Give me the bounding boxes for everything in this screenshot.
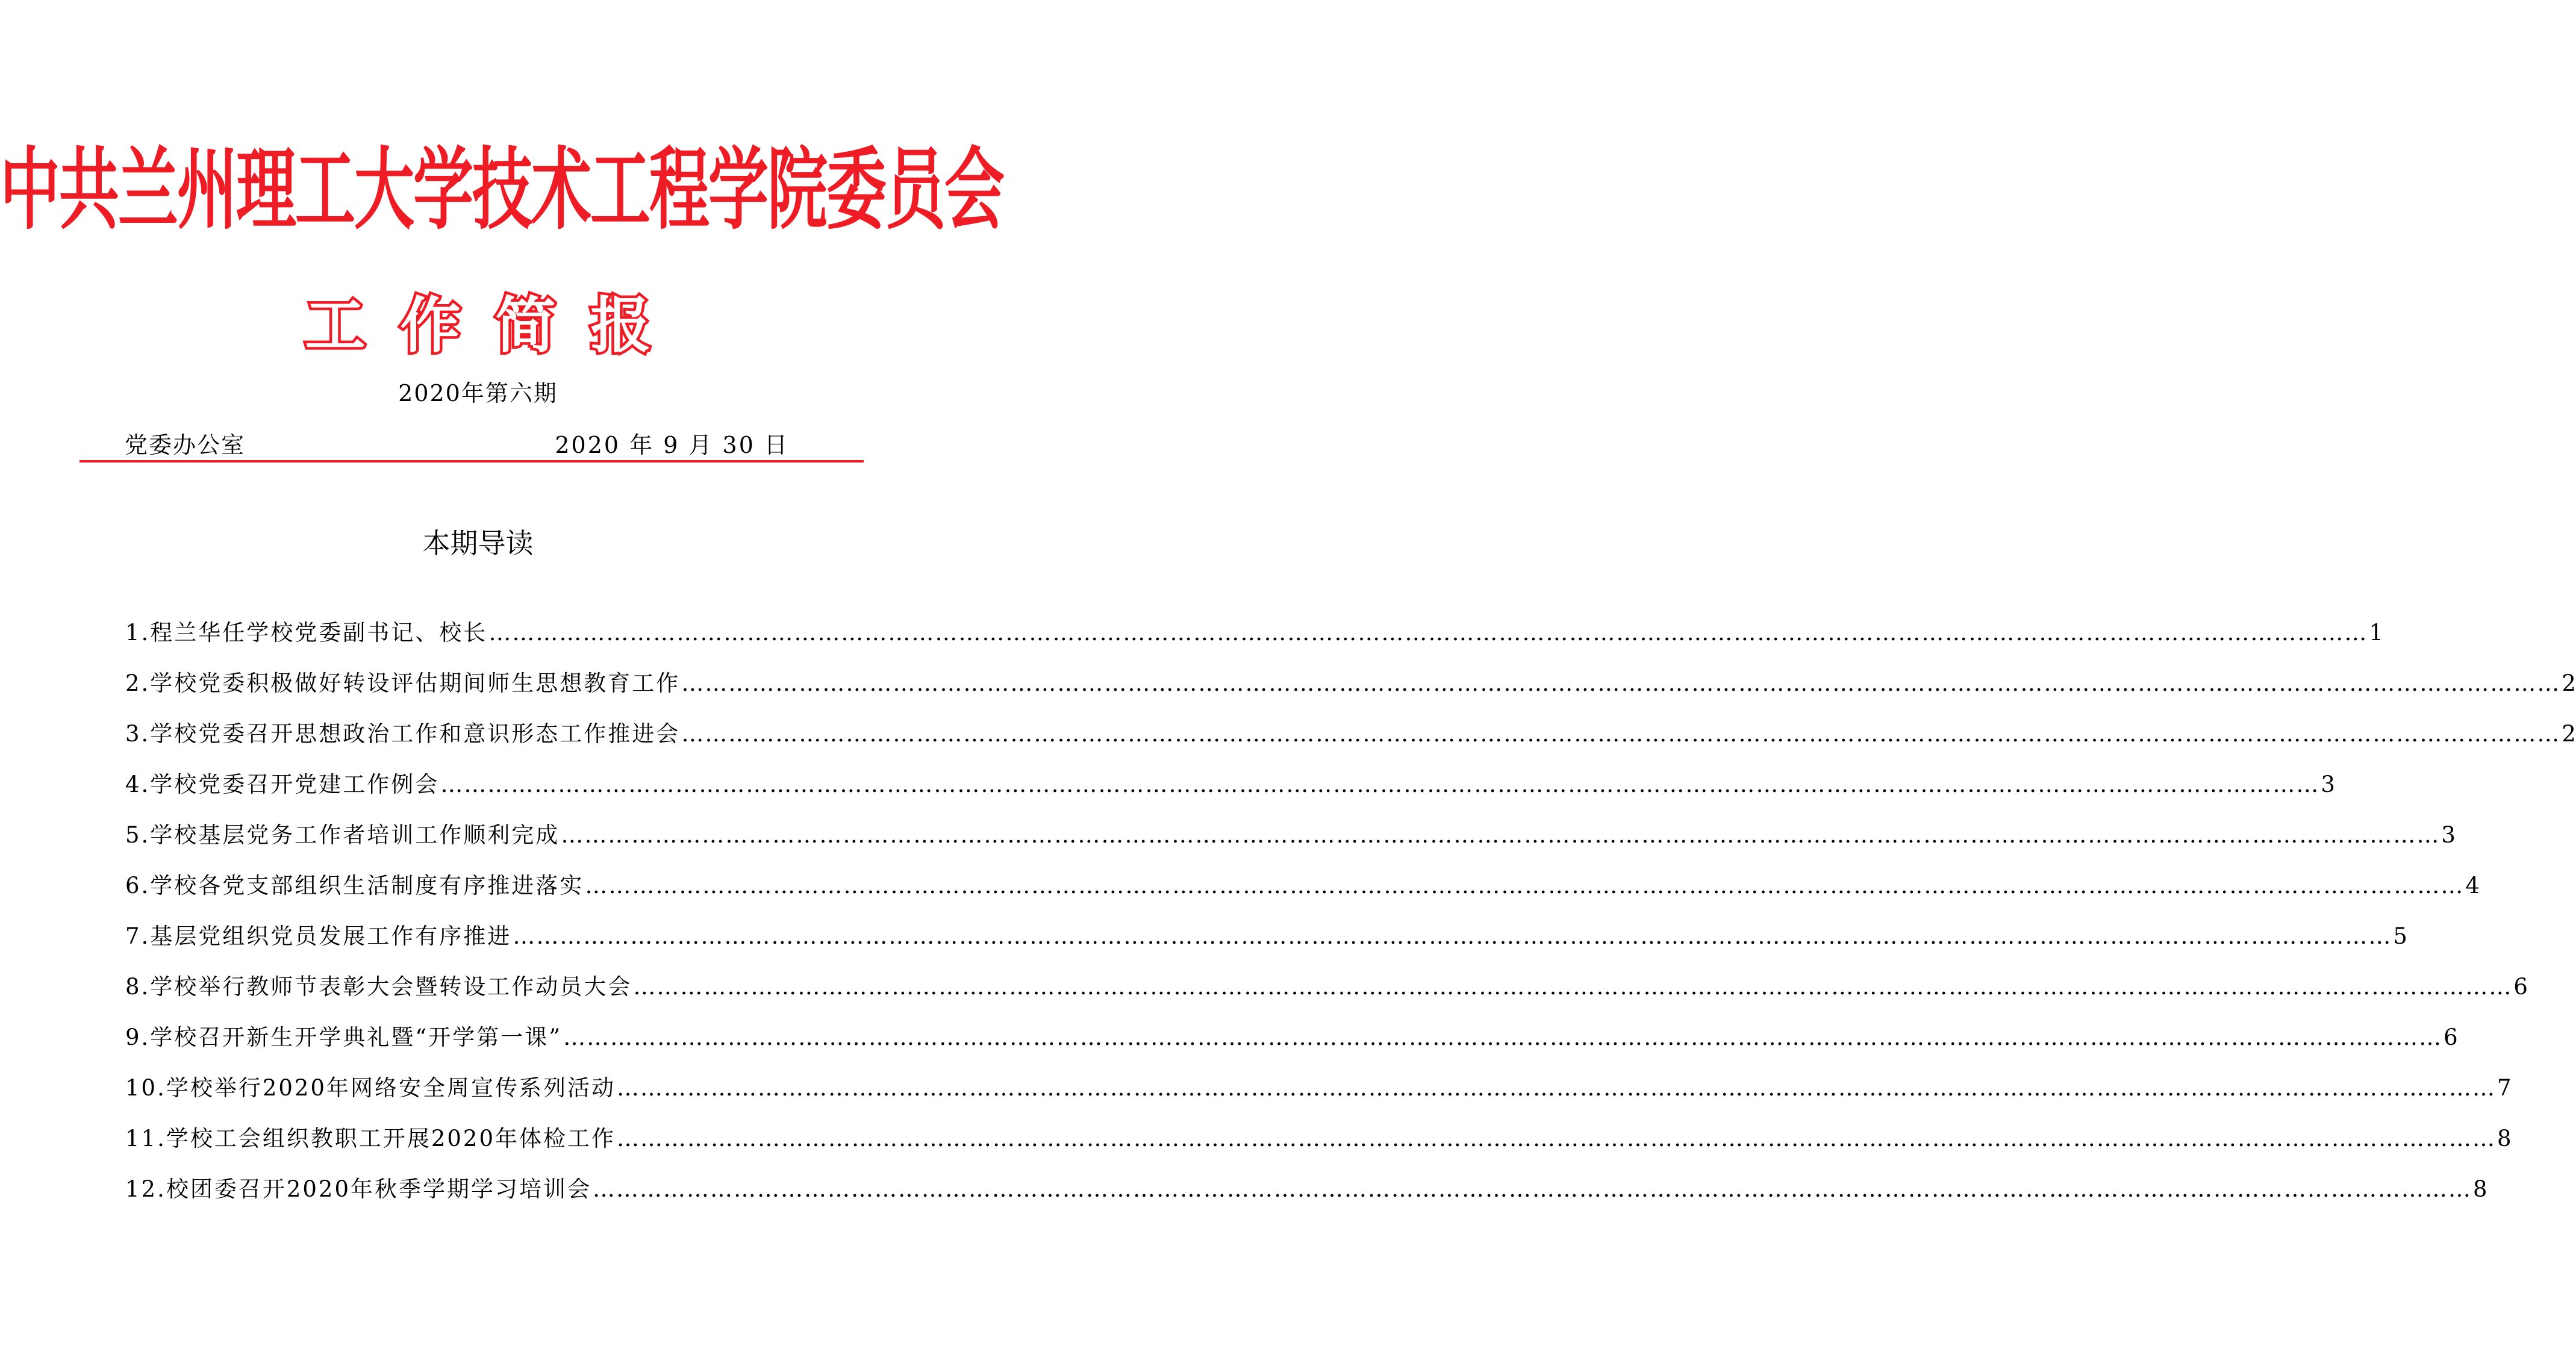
issue-number: 2020年第六期 — [398, 380, 558, 407]
toc-item-page: 8 — [2497, 1126, 2512, 1151]
toc-item-title: 2.学校党委积极做好转设评估期间师生思想教育工作 — [125, 670, 681, 696]
header-divider — [80, 460, 864, 463]
toc-item[interactable] — [125, 817, 2456, 867]
toc-item-title: 11.学校工会组织教职工开展2020年体检工作 — [125, 1126, 616, 1151]
toc-item-title: 6.学校各党支部组织生活制度有序推进落实 — [125, 873, 584, 899]
toc-item-title: 12.校团委召开2020年秋季学期学习培训会 — [125, 1176, 592, 1202]
toc-item-title: 4.学校党委召开党建工作例会 — [125, 771, 440, 797]
toc-heading: 本期导读 — [422, 527, 534, 559]
toc-leader-dots: …………………………………………………………………………………………………………………………………………………………………………………………………………………… — [585, 873, 2465, 899]
toc-item[interactable] — [125, 918, 2407, 968]
toc-item-page: 7 — [2497, 1075, 2512, 1101]
table-of-contents — [125, 614, 2576, 1221]
toc-item-page: 2 — [2562, 670, 2576, 696]
bulletin-title-char: 报 — [590, 290, 651, 361]
toc-item-title: 3.学校党委召开思想政治工作和意识形态工作推进会 — [125, 721, 681, 747]
issue-date: 2020 年 9 月 30 日 — [555, 432, 789, 458]
toc-item-title: 9.学校召开新生开学典礼暨“开学第一课” — [125, 1024, 563, 1050]
toc-item-page: 6 — [2513, 974, 2528, 1000]
toc-item-title: 8.学校举行教师节表彰大会暨转设工作动员大会 — [125, 974, 632, 1000]
toc-item[interactable] — [125, 665, 2576, 715]
bulletin-title-char: 作 — [400, 290, 461, 361]
toc-item-page: 1 — [2369, 620, 2383, 646]
toc-leader-dots: …………………………………………………………………………………………………………………………………………………………………………………………………………………… — [681, 670, 2561, 696]
toc-item[interactable] — [125, 715, 2576, 766]
toc-item[interactable] — [125, 1019, 2458, 1070]
toc-item[interactable] — [125, 1070, 2512, 1120]
toc-item-page: 3 — [2321, 771, 2335, 797]
toc-item-title: 1.程兰华任学校党委副书记、校长 — [125, 620, 488, 646]
toc-item[interactable] — [125, 766, 2335, 817]
bulletin-title — [0, 277, 956, 364]
toc-item-page: 8 — [2473, 1176, 2487, 1202]
toc-leader-dots: …………………………………………………………………………………………………………………………………………………………………………………………………………………… — [513, 923, 2392, 949]
toc-leader-dots: …………………………………………………………………………………………………………………………………………………………………………………………………………………… — [633, 974, 2513, 1000]
toc-item[interactable] — [125, 968, 2528, 1019]
toc-item-title: 5.学校基层党务工作者培训工作顺利完成 — [125, 822, 560, 848]
toc-item-page: 4 — [2465, 873, 2480, 899]
toc-item[interactable] — [125, 1171, 2487, 1221]
toc-leader-dots: …………………………………………………………………………………………………………………………………………………………………………………………………………………… — [617, 1126, 2496, 1151]
issuing-office: 党委办公室 — [125, 432, 246, 458]
toc-leader-dots: …………………………………………………………………………………………………………………………………………………………………………………………………………………… — [617, 1075, 2496, 1101]
toc-leader-dots: …………………………………………………………………………………………………………………………………………………………………………………………………………………… — [563, 1024, 2443, 1050]
toc-item[interactable] — [125, 867, 2480, 918]
toc-leader-dots: …………………………………………………………………………………………………………………………………………………………………………………………………………………… — [440, 771, 2320, 797]
organization-title: 中共兰州理工大学技术工程学院委员会 — [0, 137, 1003, 242]
toc-leader-dots: …………………………………………………………………………………………………………………………………………………………………………………………………………………… — [681, 721, 2561, 747]
toc-item-page: 2 — [2562, 721, 2576, 747]
toc-item-title: 10.学校举行2020年网络安全周宣传系列活动 — [125, 1075, 616, 1101]
toc-item[interactable] — [125, 614, 2383, 665]
toc-item-page: 3 — [2441, 822, 2456, 848]
toc-item-title: 7.基层党组织党员发展工作有序推进 — [125, 923, 512, 949]
toc-item-page: 5 — [2393, 923, 2407, 949]
toc-leader-dots: …………………………………………………………………………………………………………………………………………………………………………………………………………………… — [488, 620, 2368, 646]
toc-leader-dots: …………………………………………………………………………………………………………………………………………………………………………………………………………………… — [593, 1176, 2472, 1202]
bulletin-title-char: 工 — [305, 290, 366, 361]
bulletin-title-char: 简 — [495, 290, 556, 361]
toc-leader-dots: …………………………………………………………………………………………………………………………………………………………………………………………………………………… — [561, 822, 2440, 848]
toc-item[interactable] — [125, 1120, 2512, 1171]
toc-item-page: 6 — [2443, 1024, 2458, 1050]
